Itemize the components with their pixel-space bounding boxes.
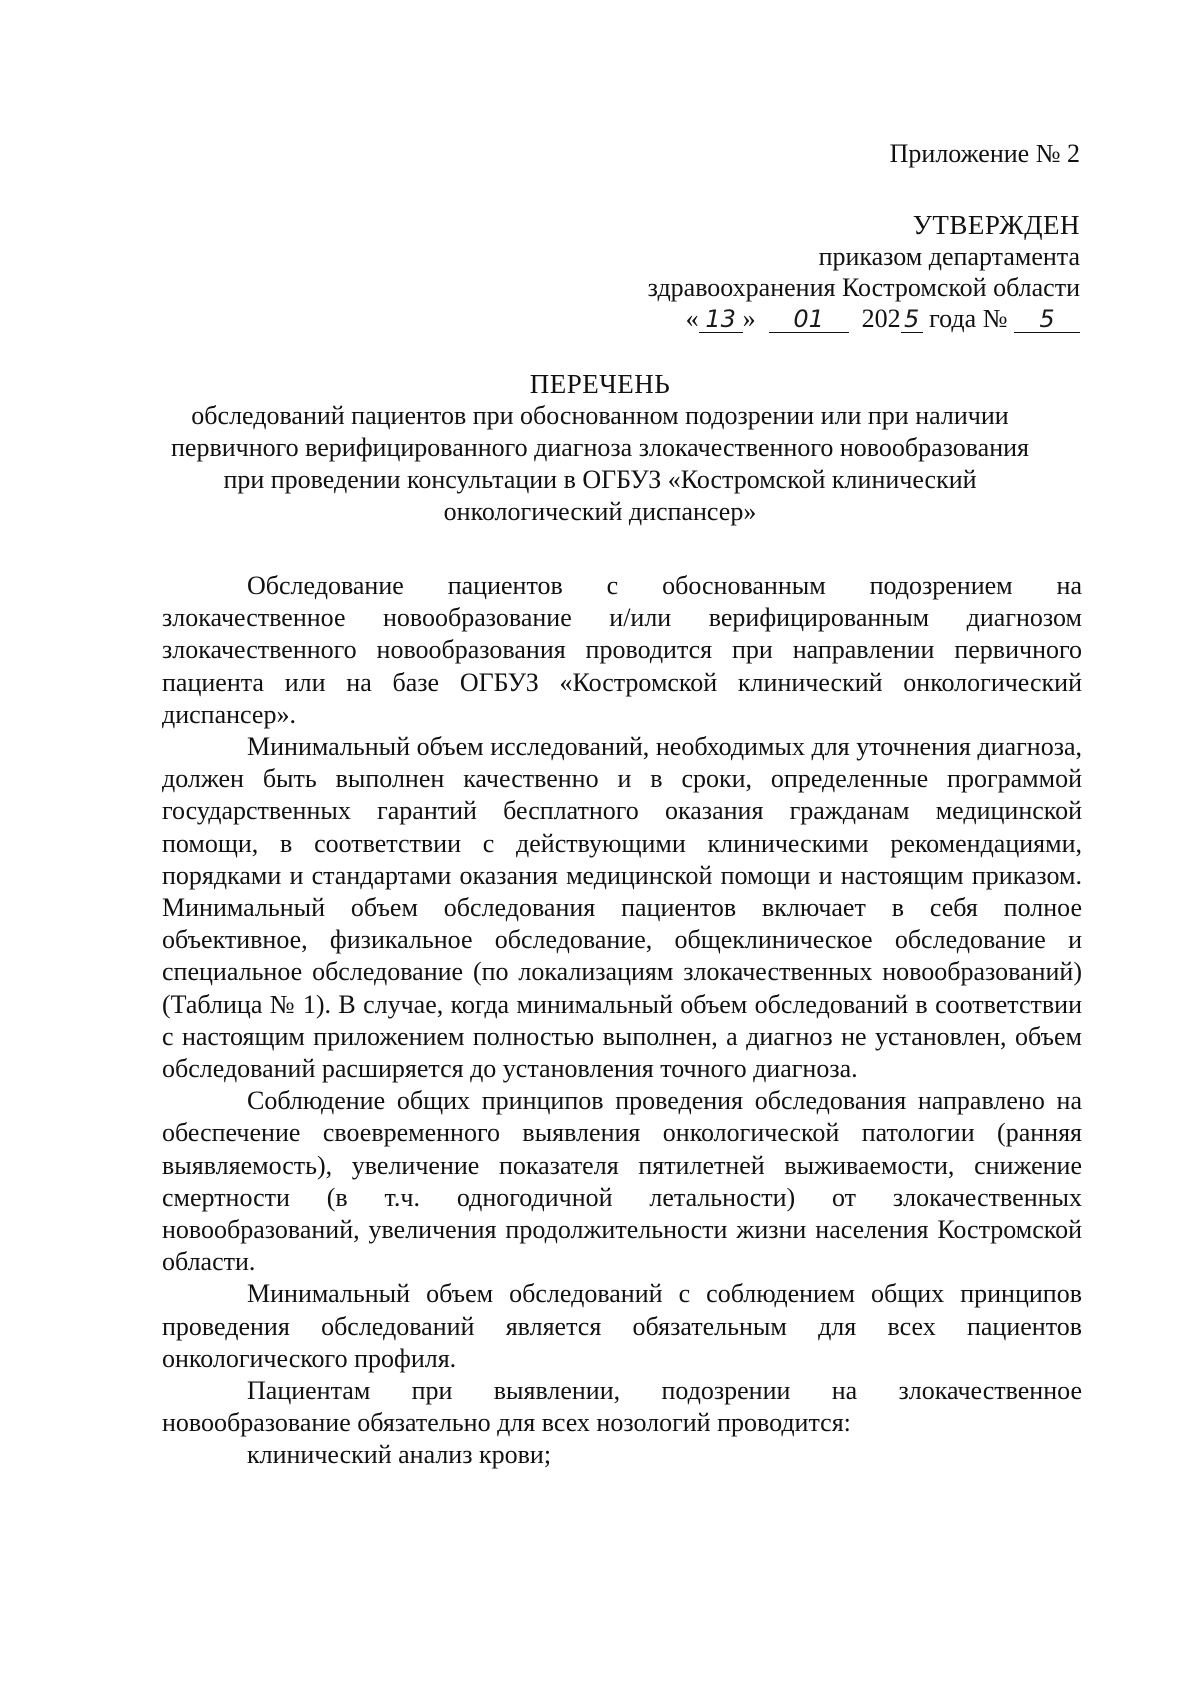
order-line-1: приказом департамента xyxy=(818,242,1080,271)
document-subtitle: обследований пациентов при обоснованном подозрении или при наличии первичного верифицированного диагноза злокачественного новообразования при проведении консультации в ОГБУЗ «Костромской клинический онкологический диспансер» xyxy=(170,401,1030,526)
order-day-handwritten: 13 xyxy=(699,306,743,333)
body-paragraph: Обследование пациентов с обоснованным подозрением на злокачественное новообразование и/или верифицированным диагнозом злокачественного новообразования проводится при направлении первичного пациента или на базе ОГБУЗ «Костромской клинический онкологический диспансер». xyxy=(162,571,1082,729)
document-body xyxy=(162,570,1082,1472)
approved-stamp-text: УТВЕРЖДЕН xyxy=(912,210,1080,240)
body-paragraph: Соблюдение общих принципов проведения обследования направлено на обеспечение своевременного выявления онкологической патологии (ранняя выявляемость), увеличение показателя пятилетней выживаемости, снижение смертности (в т.ч. одногодичной летальности) от злокачественных новообразований, увеличения продолжительности жизни населения Костромской области. xyxy=(162,1086,1082,1277)
document-title-block xyxy=(150,368,1050,528)
order-number-handwritten: 5 xyxy=(1014,306,1080,333)
year-prefix: 202 xyxy=(861,304,901,333)
order-month-handwritten: 01 xyxy=(769,306,849,333)
body-paragraph: клинический анализ крови; xyxy=(247,1440,552,1470)
date-close-quote: » xyxy=(742,304,756,333)
order-date-line xyxy=(380,303,1080,334)
year-suffix-label: года № xyxy=(929,304,1008,333)
body-paragraph: Минимальный объем исследований, необходимых для уточнения диагноза, должен быть выполнен качественно и в сроки, определенные программой государственных гарантий бесплатного оказания гражданам медицинской помощи, в соответствии с действующими клиническими рекомендациями, порядками и стандартами оказания медицинской помощи и настоящим приказом. Минимальный объем обследования пациентов включает в себя полное объективное, физикальное обследование, общеклиническое обследование и специальное обследование (по локализациям злокачественных новообразований) (Таблица № 1). В случае, когда минимальный объем обследований в соответствии с настоящим приложением полностью выполнен, а диагноз не установлен, объем обследований расширяется до установления точного диагноза. xyxy=(162,732,1082,1084)
document-title: ПЕРЕЧЕНЬ xyxy=(529,369,671,399)
body-paragraph: Минимальный объем обследований с соблюдением общих принципов проведения обследований является обязательным для всех пациентов онкологического профиля. xyxy=(162,1279,1082,1373)
date-open-quote: « xyxy=(685,304,699,333)
appendix-label: Приложение № 2 xyxy=(889,139,1080,168)
order-line-2: здравоохранения Костромской области xyxy=(647,273,1080,302)
body-paragraph: Пациентам при выявлении, подозрении на злокачественное новообразование обязательно для всех нозологий проводится: xyxy=(162,1376,1082,1438)
order-year-digit-handwritten: 5 xyxy=(901,306,923,333)
approval-header xyxy=(380,138,1080,334)
